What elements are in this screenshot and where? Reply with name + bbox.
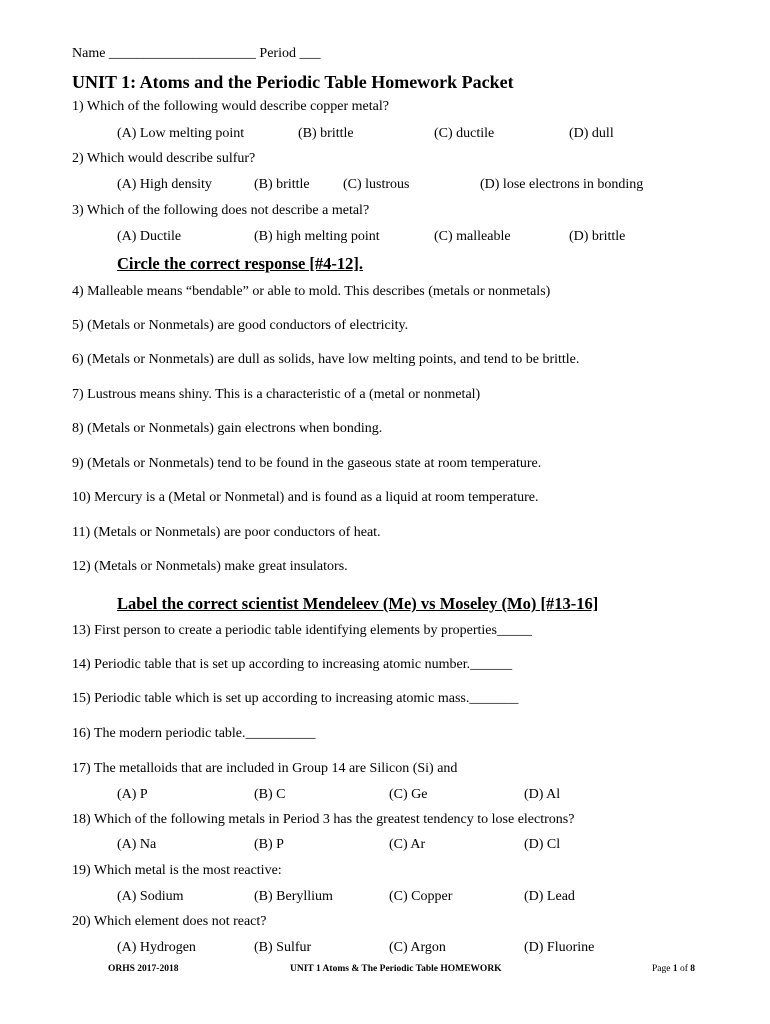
q17-option-a: (A) P xyxy=(117,787,148,802)
q3-option-c: (C) malleable xyxy=(434,229,511,244)
q1-option-c: (C) ductile xyxy=(434,126,495,141)
q18-option-a: (A) Na xyxy=(117,837,157,852)
footer-page-total: 8 xyxy=(690,964,696,974)
q2-option-d: (D) lose electrons in bonding xyxy=(480,177,644,192)
question-11: 11) (Metals or Nonmetals) are poor conductors of heat. xyxy=(72,525,381,540)
question-2: 2) Which would describe sulfur? xyxy=(72,151,256,166)
question-6: 6) (Metals or Nonmetals) are dull as solids, have low melting points, and tend to be brittle. xyxy=(72,352,580,367)
q18-option-d: (D) Cl xyxy=(524,837,561,852)
question-4: 4) Malleable means “bendable” or able to mold. This describes (metals or nonmetals) xyxy=(72,284,551,299)
question-17: 17) The metalloids that are included in Group 14 are Silicon (Si) and xyxy=(72,761,458,776)
question-9: 9) (Metals or Nonmetals) tend to be found in the gaseous state at room temperature. xyxy=(72,456,542,471)
question-20: 20) Which element does not react? xyxy=(72,914,267,929)
q3-option-b: (B) high melting point xyxy=(254,229,380,244)
q17-option-b: (B) C xyxy=(254,787,286,802)
q17-option-d: (D) Al xyxy=(524,787,561,802)
q18-option-c: (C) Ar xyxy=(389,837,426,852)
section-heading-label: Label the correct scientist Mendeleev (Me) vs Moseley (Mo) [#13-16] xyxy=(117,594,599,613)
question-5: 5) (Metals or Nonmetals) are good conductors of electricity. xyxy=(72,318,409,333)
q19-option-d: (D) Lead xyxy=(524,889,575,904)
q20-option-d: (D) Fluorine xyxy=(524,940,595,955)
q20-option-c: (C) Argon xyxy=(389,940,446,955)
footer-page-word: Page xyxy=(652,964,671,974)
page-title: UNIT 1: Atoms and the Periodic Table Homework Packet xyxy=(72,72,514,92)
question-10: 10) Mercury is a (Metal or Nonmetal) and is found as a liquid at room temperature. xyxy=(72,490,539,505)
q19-option-c: (C) Copper xyxy=(389,889,453,904)
q1-option-b: (B) brittle xyxy=(298,126,354,141)
question-1: 1) Which of the following would describe copper metal? xyxy=(72,99,389,114)
question-13: 13) First person to create a periodic table identifying elements by properties_____ xyxy=(72,623,532,638)
q2-option-a: (A) High density xyxy=(117,177,212,192)
question-7: 7) Lustrous means shiny. This is a characteristic of a (metal or nonmetal) xyxy=(72,387,481,402)
question-14: 14) Periodic table that is set up according to increasing atomic number.______ xyxy=(72,657,513,672)
footer-of-word: of xyxy=(679,964,688,974)
q3-option-d: (D) brittle xyxy=(569,229,626,244)
q2-option-c: (C) lustrous xyxy=(343,177,410,192)
q1-option-a: (A) Low melting point xyxy=(117,126,245,141)
question-12: 12) (Metals or Nonmetals) make great insulators. xyxy=(72,559,348,574)
q20-option-b: (B) Sulfur xyxy=(254,940,312,955)
q19-option-b: (B) Beryllium xyxy=(254,889,333,904)
question-18: 18) Which of the following metals in Period 3 has the greatest tendency to lose electrons? xyxy=(72,812,575,827)
q1-option-d: (D) dull xyxy=(569,126,614,141)
question-15: 15) Periodic table which is set up according to increasing atomic mass._______ xyxy=(72,691,519,706)
question-8: 8) (Metals or Nonmetals) gain electrons when bonding. xyxy=(72,421,383,436)
q17-option-c: (C) Ge xyxy=(389,787,428,802)
q3-option-a: (A) Ductile xyxy=(117,229,182,244)
section-heading-circle: Circle the correct response [#4-12]. xyxy=(117,254,364,273)
footer-page-number xyxy=(652,964,695,974)
footer-unit-title: UNIT 1 Atoms & The Periodic Table HOMEWORK xyxy=(290,964,502,974)
question-16: 16) The modern periodic table.__________ xyxy=(72,726,316,741)
q19-option-a: (A) Sodium xyxy=(117,889,184,904)
question-3: 3) Which of the following does not describe a metal? xyxy=(72,203,370,218)
name-period-line: Name _____________________ Period ___ xyxy=(72,46,321,61)
q20-option-a: (A) Hydrogen xyxy=(117,940,196,955)
question-19: 19) Which metal is the most reactive: xyxy=(72,863,282,878)
q2-option-b: (B) brittle xyxy=(254,177,310,192)
footer-page-current: 1 xyxy=(672,964,678,974)
footer-school-year: ORHS 2017-2018 xyxy=(108,964,179,974)
q18-option-b: (B) P xyxy=(254,837,284,852)
